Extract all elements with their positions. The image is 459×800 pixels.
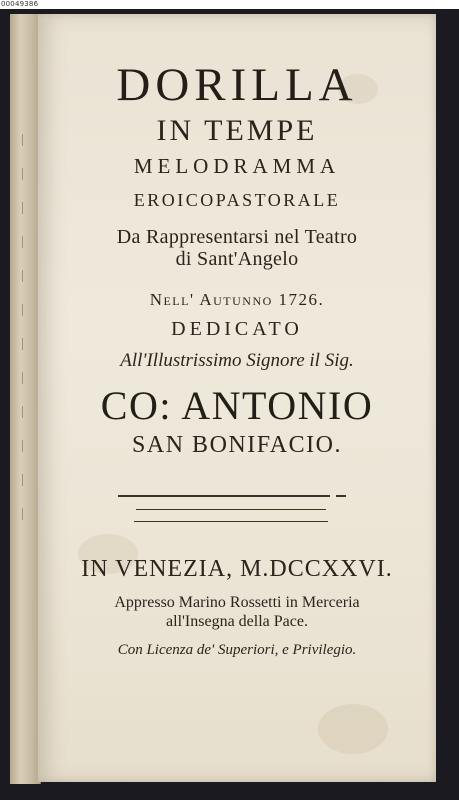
ornamental-rule-top-end <box>336 495 346 497</box>
spine-marks <box>22 134 32 554</box>
title-page <box>38 14 436 782</box>
ornamental-rule-middle <box>136 509 326 510</box>
dedicatee-name-line-1: CO: ANTONIO <box>100 383 374 428</box>
genre-eroicopastorale: EROICOPASTORALE <box>133 190 341 210</box>
ornamental-rule-top <box>118 495 330 497</box>
representation-line-2: di Sant'Angelo <box>175 248 299 270</box>
representation-line-1: Da Rappresentarsi nel Teatro <box>116 226 358 248</box>
imprint-city-year: IN VENEZIA, M.DCCXXVI. <box>81 556 393 582</box>
book-spine-edge <box>10 14 41 784</box>
publisher-line-1: Appresso Marino Rossetti in Merceria <box>114 594 360 611</box>
dedicatee-intro: All'Illustrissimo Signore il Sig. <box>120 350 354 371</box>
book-title: DORILLA <box>116 59 358 111</box>
ornamental-rule-bottom <box>134 521 328 522</box>
dedication-heading: DEDICATO <box>171 318 303 340</box>
license-line: Con Licenza de' Superiori, e Privilegio. <box>117 642 357 658</box>
book-subtitle-in-tempe: IN TEMPE <box>156 114 318 147</box>
scan-id-label: 00049386 <box>1 0 39 8</box>
dedicatee-name-line-2: SAN BONIFACIO. <box>132 432 342 458</box>
publisher-line-2: all'Insegna della Pace. <box>166 613 308 630</box>
season-date-line: Nell' Autunno 1726. <box>149 290 325 309</box>
genre-melodramma: MELODRAMMA <box>133 154 341 178</box>
